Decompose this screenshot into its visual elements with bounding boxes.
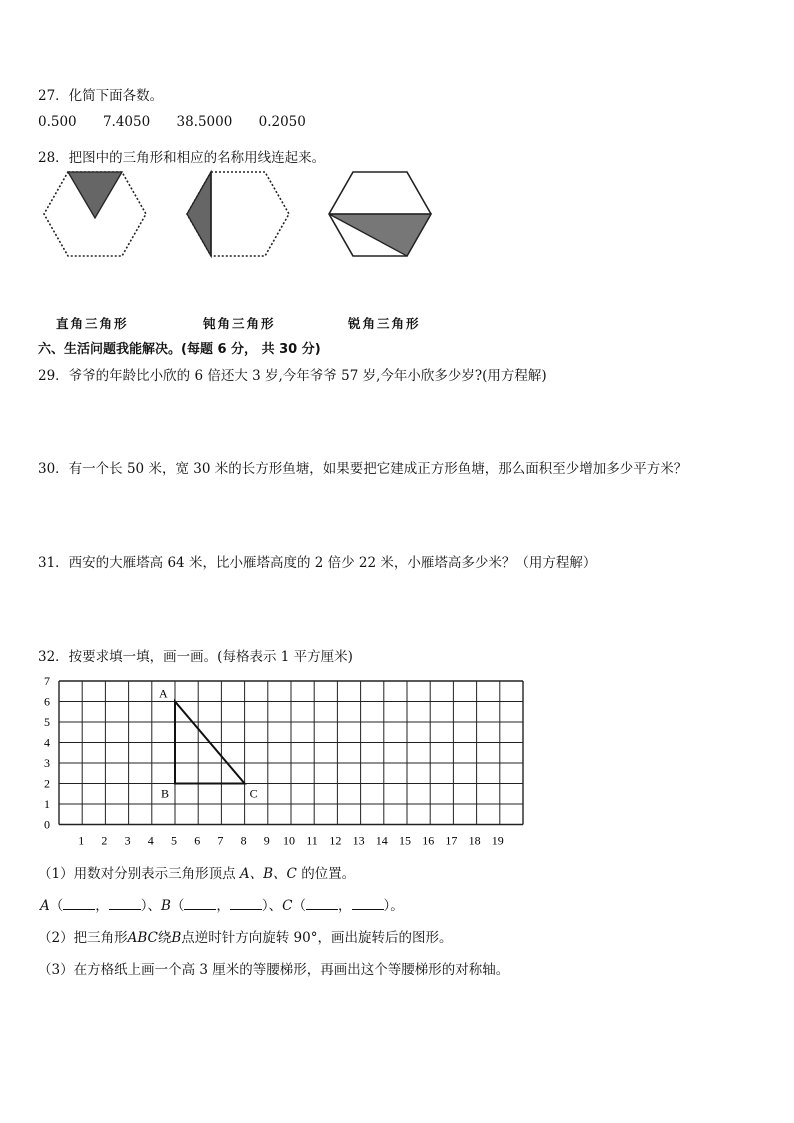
q27-number-1: 0.500 (38, 114, 77, 130)
x-tick-label: 19 (491, 833, 504, 848)
x-tick-label: 3 (124, 833, 131, 848)
x-tick-label: 18 (468, 833, 481, 848)
answer-c-y-blank[interactable] (352, 897, 384, 910)
hexagon-figure-3 (325, 168, 435, 260)
caption-obtuse-triangle: 钝角三角形 (203, 316, 276, 331)
y-tick-label: 4 (44, 735, 50, 750)
q28-title: 28．把图中的三角形和相应的名称用线连起来。 (38, 150, 326, 166)
q27-title: 27．化简下面各数。 (38, 88, 164, 104)
x-tick-label: 13 (352, 833, 365, 848)
x-tick-label: 5 (171, 833, 177, 848)
y-tick-label: 5 (44, 715, 50, 729)
q32-sub3: （3）在方格纸上画一个高 3 厘米的等腰梯形，再画出这个等腰梯形的对称轴。 (38, 962, 510, 978)
hexagon-figure-1 (40, 168, 150, 260)
q32-sub1-end: 的位置。 (301, 866, 356, 882)
y-tick-label: 2 (44, 776, 50, 791)
grid-tick-labels (44, 674, 504, 848)
caption-acute-triangle: 锐角三角形 (348, 316, 421, 331)
x-tick-label: 4 (147, 833, 154, 848)
y-tick-label: 6 (44, 694, 50, 709)
q27-number-2: 7.4050 (102, 114, 151, 130)
y-tick-label: 1 (44, 797, 50, 811)
x-tick-label: 8 (240, 833, 247, 848)
caption-right-triangle: 直角三角形 (56, 316, 129, 331)
answer-b-label: B (161, 898, 171, 914)
answer-a-label: A (40, 898, 50, 914)
hexagon-figure-2 (183, 168, 293, 260)
y-tick-label: 0 (44, 817, 50, 832)
x-tick-label: 10 (283, 833, 295, 848)
q27-number-3: 38.5000 (176, 114, 233, 130)
x-tick-label: 2 (101, 833, 108, 848)
q32-sub1-text: （1）用数对分别表示三角形顶点 (38, 866, 236, 882)
x-tick-label: 9 (263, 833, 270, 848)
x-tick-label: 1 (78, 833, 85, 848)
coordinate-grid (30, 672, 530, 852)
q32-title: 32．按要求填一填，画一画。(每格表示 1 平方厘米) (38, 649, 353, 665)
q31-text: 31．西安的大雁塔高 64 米，比小雁塔高度的 2 倍少 22 米，小雁塔高多少米？（用方程解） (38, 555, 597, 571)
q30-text: 30．有一个长 50 米，宽 30 米的长方形鱼塘，如果要把它建成正方形鱼塘，那么面积至少增加多少平方米？ (38, 461, 688, 477)
x-tick-label: 17 (445, 833, 458, 848)
x-tick-label: 15 (399, 833, 411, 848)
x-tick-label: 12 (329, 833, 342, 848)
vertex-label-a: A (159, 686, 168, 701)
x-tick-label: 11 (306, 833, 318, 848)
q32-sub1-points: A、B、C (239, 866, 297, 882)
grid-lines (59, 681, 523, 825)
x-tick-label: 16 (422, 833, 435, 848)
section-6-title: 六、生活问题我能解决。(每题 6 分， 共 30 分) (38, 342, 321, 357)
q27-numbers (38, 114, 328, 130)
q32-answer-row: A（ ， ）、B（ ， ）、C（ ， ）。 (40, 898, 404, 914)
answer-a-x-blank[interactable] (63, 897, 95, 910)
answer-b-x-blank[interactable] (184, 897, 216, 910)
y-tick-label: 3 (44, 756, 50, 770)
answer-a-y-blank[interactable] (109, 897, 141, 910)
y-tick-label: 7 (44, 674, 50, 688)
answer-b-y-blank[interactable] (230, 897, 262, 910)
answer-c-x-blank[interactable] (306, 897, 338, 910)
x-tick-label: 14 (375, 833, 388, 848)
x-tick-label: 7 (217, 833, 224, 848)
q32-sub2: （2）把三角形ABC绕B点逆时针方向旋转 90°，画出旋转后的图形。 (38, 930, 453, 946)
q32-sub1 (38, 862, 355, 882)
x-tick-label: 6 (194, 833, 201, 848)
q27-number-4: 0.2050 (258, 114, 306, 130)
q29-text: 29．爷爷的年龄比小欣的 6 倍还大 3 岁,今年爷爷 57 岁,今年小欣多少岁?(用方程解) (38, 368, 547, 384)
answer-c-label: C (282, 898, 293, 914)
vertex-label-c: C (249, 786, 258, 801)
vertex-label-b: B (161, 786, 170, 801)
